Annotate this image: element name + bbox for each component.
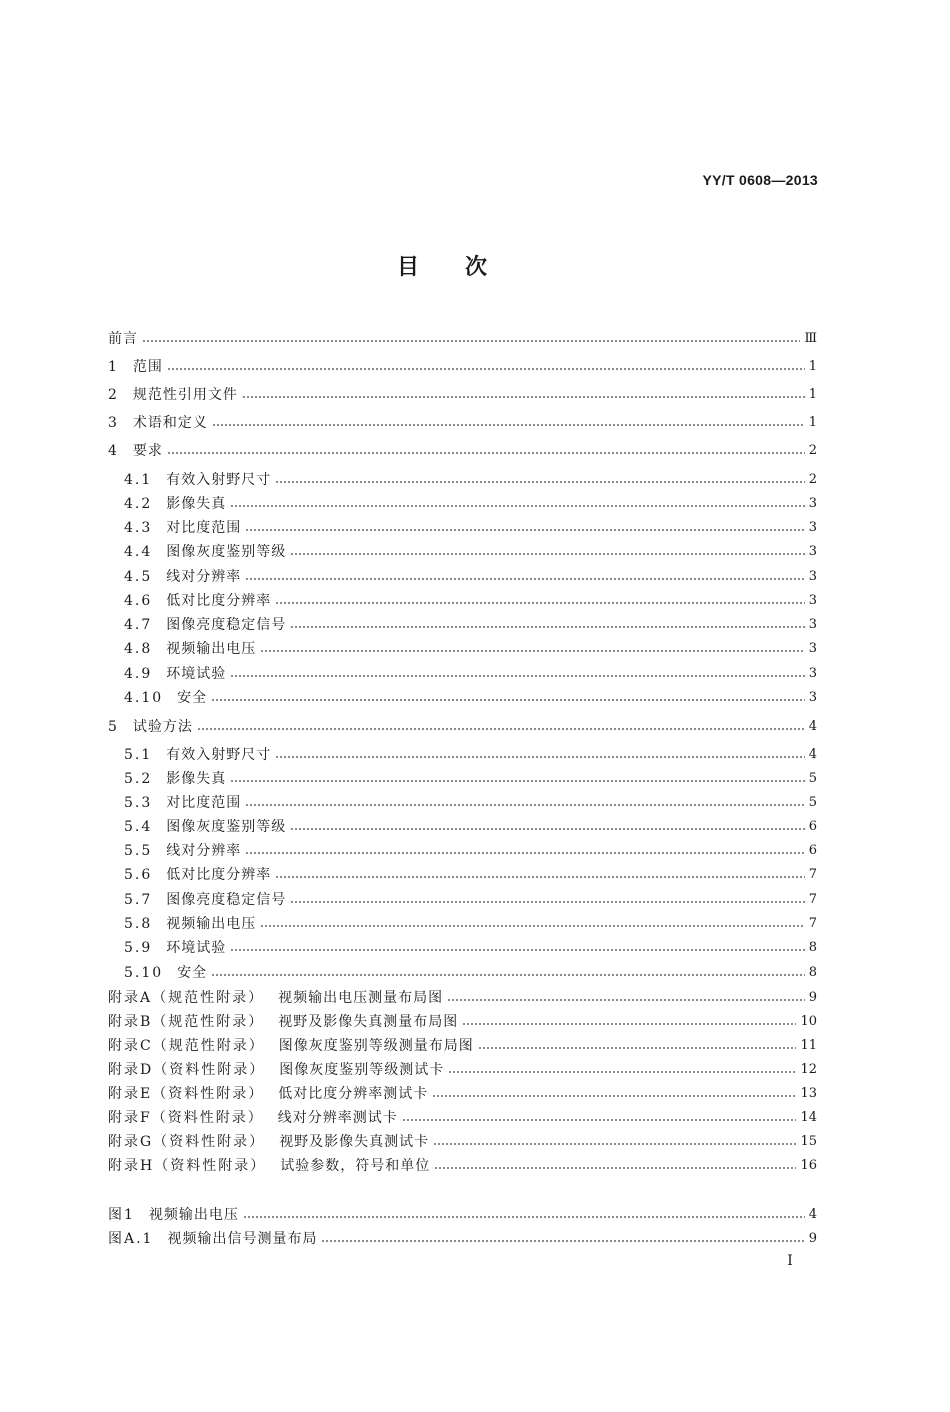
toc-leader-dots bbox=[211, 699, 805, 701]
toc-leader-dots bbox=[275, 481, 804, 483]
toc-entry[interactable] bbox=[108, 1203, 817, 1225]
toc-entry-title: 有效入射野尺寸 bbox=[166, 472, 272, 488]
toc-entry-number: 5.2 bbox=[124, 771, 153, 787]
toc-entry-number: 2 bbox=[108, 387, 119, 403]
toc-entry-number: 附录F（资料性附录） bbox=[108, 1110, 264, 1126]
toc-entry-number: 4.5 bbox=[124, 569, 153, 585]
toc-entry[interactable] bbox=[108, 383, 817, 405]
toc-entry-page: 5 bbox=[808, 794, 817, 810]
toc-entry-title: 试验参数，符号和单位 bbox=[280, 1158, 431, 1174]
toc-entry-number: 图A.1 bbox=[108, 1231, 154, 1247]
toc-leader-dots bbox=[448, 1071, 796, 1073]
toc-entry[interactable] bbox=[108, 1130, 817, 1152]
toc-entry-title: 规范性引用文件 bbox=[132, 387, 238, 403]
toc-entry-title: 对比度范围 bbox=[166, 520, 242, 536]
page-title: 目次 bbox=[396, 255, 533, 280]
toc-entry-label bbox=[108, 328, 142, 348]
toc-entry-page: 8 bbox=[808, 939, 817, 955]
toc-entry-page: 6 bbox=[808, 818, 817, 834]
toc-entry[interactable] bbox=[124, 589, 817, 611]
toc-entry-label bbox=[108, 412, 212, 432]
toc-entry-title: 环境试验 bbox=[166, 940, 227, 956]
toc-entry-page: 11 bbox=[800, 1037, 817, 1053]
toc-entry-page: 1 bbox=[808, 386, 817, 402]
toc-entry-title: 视频输出电压 bbox=[166, 916, 257, 932]
toc-entry-page: 12 bbox=[800, 1061, 817, 1077]
toc-entry-page: 6 bbox=[808, 842, 817, 858]
toc-entry-title: 线对分辨率 bbox=[166, 843, 242, 859]
toc-entry-number: 图1 bbox=[108, 1207, 135, 1223]
toc-entry[interactable] bbox=[108, 411, 817, 433]
toc-entry[interactable] bbox=[124, 565, 817, 587]
toc-entry-label bbox=[108, 440, 167, 460]
toc-entry[interactable] bbox=[124, 468, 817, 490]
toc-entry[interactable] bbox=[124, 791, 817, 813]
toc-entry[interactable] bbox=[124, 613, 817, 635]
toc-entry-page: 4 bbox=[808, 746, 817, 762]
page-number: I bbox=[787, 1253, 793, 1269]
toc-entry[interactable] bbox=[124, 863, 817, 885]
toc-leader-dots bbox=[245, 578, 804, 580]
toc-entry-number: 4.9 bbox=[124, 666, 153, 682]
toc-entry-label bbox=[124, 744, 275, 764]
toc-entry-number: 5 bbox=[108, 719, 119, 735]
toc-entry-number: 5.3 bbox=[124, 795, 153, 811]
toc-entry-number: 5.6 bbox=[124, 867, 153, 883]
toc-entry-page: 10 bbox=[800, 1013, 817, 1029]
toc-entry-page: 13 bbox=[800, 1085, 817, 1101]
toc-entry-title: 前言 bbox=[108, 331, 138, 347]
toc-leader-dots bbox=[275, 756, 804, 758]
toc-leader-dots bbox=[230, 505, 804, 507]
toc-entry[interactable] bbox=[108, 715, 817, 737]
toc-leader-dots bbox=[290, 553, 804, 555]
toc-entry-label bbox=[124, 768, 230, 788]
toc-entry-label bbox=[108, 1059, 448, 1079]
toc-entry-label bbox=[108, 987, 447, 1007]
toc-leader-dots bbox=[230, 675, 804, 677]
toc-entry-title: 图像灰度鉴别等级 bbox=[166, 819, 287, 835]
toc-entry-title: 要求 bbox=[132, 443, 163, 459]
toc-entry-page: 3 bbox=[808, 495, 817, 511]
toc-leader-dots bbox=[230, 780, 804, 782]
toc-entry-number: 4.1 bbox=[124, 472, 153, 488]
toc-entry-number: 附录A（规范性附录） bbox=[108, 990, 265, 1006]
toc-leader-dots bbox=[260, 650, 804, 652]
toc-entry[interactable] bbox=[108, 327, 817, 349]
toc-entry-label bbox=[124, 913, 260, 933]
toc-entry-page: 3 bbox=[808, 665, 817, 681]
toc-entry[interactable] bbox=[124, 888, 817, 910]
toc-entry-number: 4.4 bbox=[124, 544, 153, 560]
toc-leader-dots bbox=[242, 396, 805, 398]
toc-leader-dots bbox=[243, 1216, 805, 1218]
toc-entry-label bbox=[108, 1083, 432, 1103]
toc-entry-page: 1 bbox=[808, 414, 817, 430]
toc-entry-label bbox=[124, 840, 245, 860]
toc-entry-label bbox=[108, 1155, 434, 1175]
toc-leader-dots bbox=[167, 368, 805, 370]
toc-entry[interactable] bbox=[108, 1082, 817, 1104]
toc-entry-number: 4.10 bbox=[124, 690, 164, 706]
toc-leader-dots bbox=[290, 901, 804, 903]
toc-entry-number: 4.2 bbox=[124, 496, 153, 512]
toc-entry[interactable] bbox=[124, 516, 817, 538]
toc-entry-page: 3 bbox=[808, 568, 817, 584]
toc-entry-label bbox=[124, 638, 260, 658]
toc-entry-title: 视野及影像失真测量布局图 bbox=[278, 1014, 459, 1030]
toc-entry-number: 5.1 bbox=[124, 747, 153, 763]
toc-entry-label bbox=[124, 687, 211, 707]
toc-entry-label bbox=[108, 1011, 462, 1031]
toc-entry-page: 7 bbox=[808, 915, 817, 931]
toc-entry-page: 7 bbox=[808, 866, 817, 882]
toc-entry-number: 1 bbox=[108, 359, 119, 375]
toc-leader-dots bbox=[402, 1119, 797, 1121]
toc-entry-label bbox=[124, 663, 230, 683]
toc-entry-number: 5.4 bbox=[124, 819, 153, 835]
toc-entry[interactable] bbox=[124, 492, 817, 514]
toc-entry-title: 环境试验 bbox=[166, 666, 227, 682]
toc-leader-dots bbox=[260, 925, 804, 927]
toc-entry-page: 2 bbox=[808, 471, 817, 487]
toc-entry-page: 5 bbox=[808, 770, 817, 786]
toc-entry-label bbox=[124, 614, 290, 634]
toc-entry-number: 5.9 bbox=[124, 940, 153, 956]
toc-leader-dots bbox=[478, 1047, 797, 1049]
toc-leader-dots bbox=[197, 728, 805, 730]
toc-entry-label bbox=[124, 792, 245, 812]
toc-entry-number: 附录C（规范性附录） bbox=[108, 1038, 265, 1054]
toc-entry-number: 附录B（规范性附录） bbox=[108, 1014, 265, 1030]
toc-entry-page: 9 bbox=[808, 989, 817, 1005]
toc-entry[interactable] bbox=[124, 936, 817, 958]
toc-entry-page: 15 bbox=[800, 1133, 817, 1149]
toc-entry-title: 试验方法 bbox=[132, 719, 193, 735]
toc-entry-number: 4.7 bbox=[124, 617, 153, 633]
toc-entry-title: 有效入射野尺寸 bbox=[166, 747, 272, 763]
toc-entry-number: 5.8 bbox=[124, 916, 153, 932]
toc-entry-page: 3 bbox=[808, 689, 817, 705]
toc-entry-page: 14 bbox=[800, 1109, 817, 1125]
toc-entry-page: 16 bbox=[800, 1157, 817, 1173]
toc-entry-title: 对比度范围 bbox=[166, 795, 242, 811]
toc-entry-page: 9 bbox=[808, 1230, 817, 1246]
toc-entry-label bbox=[108, 384, 242, 404]
toc-entry-label bbox=[124, 541, 290, 561]
toc-entry[interactable] bbox=[108, 1058, 817, 1080]
toc-entry-title: 视野及影像失真测试卡 bbox=[279, 1134, 430, 1150]
toc-entry-title: 低对比度分辨率测试卡 bbox=[278, 1086, 429, 1102]
toc-entry-page: Ⅲ bbox=[804, 330, 817, 346]
toc-entry-title: 图像灰度鉴别等级测试卡 bbox=[279, 1062, 445, 1078]
toc-entry-number: 4.8 bbox=[124, 641, 153, 657]
toc-entry-page: 3 bbox=[808, 543, 817, 559]
toc-entry[interactable] bbox=[108, 1010, 817, 1032]
toc-entry[interactable] bbox=[124, 540, 817, 562]
toc-entry[interactable] bbox=[124, 637, 817, 659]
toc-leader-dots bbox=[275, 602, 804, 604]
toc-leader-dots bbox=[211, 974, 805, 976]
toc-leader-dots bbox=[433, 1143, 796, 1145]
toc-leader-dots bbox=[245, 529, 804, 531]
toc-entry-title: 视频输出电压 bbox=[148, 1207, 239, 1223]
toc-entry-number: 附录G（资料性附录） bbox=[108, 1134, 266, 1150]
toc-leader-dots bbox=[290, 828, 804, 830]
toc-entry[interactable] bbox=[108, 1227, 817, 1249]
toc-entry-title: 影像失真 bbox=[166, 771, 227, 787]
toc-entry-title: 图像灰度鉴别等级测量布局图 bbox=[278, 1038, 474, 1054]
toc-entry[interactable] bbox=[124, 961, 817, 983]
toc-entry-label bbox=[108, 1107, 402, 1127]
toc-entry-page: 2 bbox=[808, 442, 817, 458]
toc-entry-page: 3 bbox=[808, 592, 817, 608]
toc-leader-dots bbox=[321, 1240, 804, 1242]
toc-entry-label bbox=[108, 1035, 478, 1055]
toc-leader-dots bbox=[167, 452, 805, 454]
toc-entry-label bbox=[124, 937, 230, 957]
toc-entry-label bbox=[124, 962, 211, 982]
toc-entry-title: 视频输出电压测量布局图 bbox=[278, 990, 444, 1006]
toc-entry[interactable] bbox=[124, 686, 817, 708]
toc-entry[interactable] bbox=[124, 743, 817, 765]
toc-entry[interactable] bbox=[124, 839, 817, 861]
toc-entry-label bbox=[108, 356, 167, 376]
toc-entry-title: 低对比度分辨率 bbox=[166, 593, 272, 609]
toc-entry-label bbox=[124, 864, 275, 884]
toc-entry-page: 4 bbox=[808, 718, 817, 734]
toc-entry-number: 5.7 bbox=[124, 892, 153, 908]
toc-entry-page: 8 bbox=[808, 964, 817, 980]
toc-entry[interactable] bbox=[108, 439, 817, 461]
toc-leader-dots bbox=[462, 1023, 796, 1025]
toc-leader-dots bbox=[245, 804, 804, 806]
toc-entry-number: 4 bbox=[108, 443, 119, 459]
toc-entry-title: 低对比度分辨率 bbox=[166, 867, 272, 883]
toc-entry-title: 术语和定义 bbox=[132, 415, 208, 431]
toc-entry-number: 附录H（资料性附录） bbox=[108, 1158, 267, 1174]
toc-entry-title: 视频输出电压 bbox=[166, 641, 257, 657]
toc-entry-title: 视频输出信号测量布局 bbox=[167, 1231, 318, 1247]
toc-entry-page: 3 bbox=[808, 519, 817, 535]
toc-entry-title: 安全 bbox=[177, 690, 208, 706]
toc-entry-number: 4.3 bbox=[124, 520, 153, 536]
toc-entry-page: 3 bbox=[808, 640, 817, 656]
toc-entry-label bbox=[108, 1204, 243, 1224]
toc-leader-dots bbox=[275, 876, 804, 878]
toc-entry[interactable] bbox=[124, 912, 817, 934]
toc-entry-title: 图像亮度稳定信号 bbox=[166, 892, 287, 908]
toc-leader-dots bbox=[434, 1167, 796, 1169]
toc-entry-title: 图像亮度稳定信号 bbox=[166, 617, 287, 633]
standard-code: YY/T 0608—2013 bbox=[702, 172, 818, 188]
toc-entry-page: 4 bbox=[808, 1206, 817, 1222]
toc-entry-title: 线对分辨率 bbox=[166, 569, 242, 585]
toc-entry[interactable] bbox=[108, 1154, 817, 1176]
toc-leader-dots bbox=[230, 949, 804, 951]
toc-entry-label bbox=[108, 716, 197, 736]
toc-entry-label bbox=[108, 1228, 321, 1248]
toc-entry-number: 附录E（资料性附录） bbox=[108, 1086, 265, 1102]
toc-entry-title: 安全 bbox=[177, 965, 208, 981]
toc-entry[interactable] bbox=[124, 815, 817, 837]
toc-entry-number: 4.6 bbox=[124, 593, 153, 609]
toc-leader-dots bbox=[447, 999, 805, 1001]
toc-entry-title: 影像失真 bbox=[166, 496, 227, 512]
toc-leader-dots bbox=[245, 852, 804, 854]
toc-entry-label bbox=[124, 517, 245, 537]
toc-entry-number: 5.5 bbox=[124, 843, 153, 859]
toc-entry-title: 图像灰度鉴别等级 bbox=[166, 544, 287, 560]
toc-entry[interactable] bbox=[108, 1106, 817, 1128]
toc-leader-dots bbox=[290, 626, 804, 628]
toc-entry[interactable] bbox=[108, 355, 817, 377]
toc-entry-number: 3 bbox=[108, 415, 119, 431]
toc-entry-label bbox=[124, 889, 290, 909]
toc-entry-label bbox=[124, 566, 245, 586]
toc-entry[interactable] bbox=[124, 662, 817, 684]
toc-entry[interactable] bbox=[108, 986, 817, 1008]
toc-entry-title: 线对分辨率测试卡 bbox=[277, 1110, 398, 1126]
toc-entry-label bbox=[124, 469, 275, 489]
toc-entry-label bbox=[124, 493, 230, 513]
toc-entry-label bbox=[108, 1131, 433, 1151]
toc-entry[interactable] bbox=[108, 1034, 817, 1056]
toc-entry-label bbox=[124, 816, 290, 836]
toc-entry-title: 范围 bbox=[132, 359, 163, 375]
toc-entry-label bbox=[124, 590, 275, 610]
toc-entry-number: 附录D（资料性附录） bbox=[108, 1062, 266, 1078]
toc-leader-dots bbox=[142, 340, 800, 342]
toc-entry-page: 3 bbox=[808, 616, 817, 632]
toc-leader-dots bbox=[212, 424, 805, 426]
toc-entry-page: 1 bbox=[808, 358, 817, 374]
toc-entry-page: 7 bbox=[808, 891, 817, 907]
toc-entry[interactable] bbox=[124, 767, 817, 789]
toc-leader-dots bbox=[432, 1095, 796, 1097]
toc-entry-number: 5.10 bbox=[124, 965, 164, 981]
